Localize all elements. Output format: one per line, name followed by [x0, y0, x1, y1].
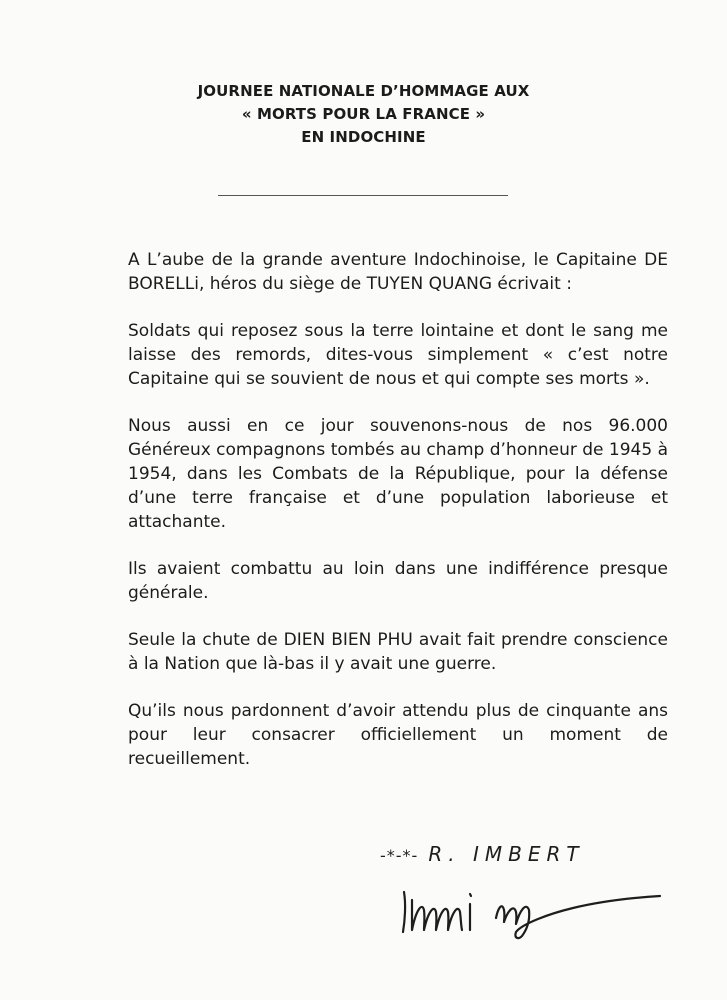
heading-line-3: EN INDOCHINE	[301, 128, 426, 146]
signature-prefix: -*-*-	[380, 846, 419, 865]
paragraph-1: A L’aube de la grande aventure Indochinoise, le Capitaine DE BORELLi, héros du siège de TUYEN QUANG écrivait :	[128, 250, 668, 294]
paragraph-3: Nous aussi en ce jour souvenons-nous de nos 96.000 Généreux compagnons tombés au champ d’honneur de 1945 à 1954, dans les Combats de la République, pour la défense d’une terre française et d’une population laborieuse et attachante.	[128, 416, 669, 532]
paragraph-5: Seule la chute de DIEN BIEN PHU avait fait prendre conscience à la Nation que là-bas il y avait une guerre.	[128, 630, 668, 674]
document-body	[128, 248, 668, 794]
heading-divider	[218, 195, 508, 196]
paragraph-4: Ils avaient combattu au loin dans une indifférence presque générale.	[128, 559, 668, 603]
signature-name	[380, 842, 585, 866]
signature-name-text: R. IMBERT	[428, 842, 585, 866]
paragraph-6: Qu’ils nous pardonnent d’avoir attendu plus de cinquante ans pour leur consacrer officiellement un moment de recueillement.	[128, 701, 668, 769]
handwritten-signature	[398, 880, 678, 940]
heading-line-2: « MORTS POUR LA FRANCE »	[241, 105, 486, 123]
paragraph-2: Soldats qui reposez sous la terre lointaine et dont le sang me laisse des remords, dites-vous simplement « c’est notre Capitaine qui se souvient de nous et qui compte ses morts ».	[128, 321, 668, 389]
heading-line-1: JOURNEE NATIONALE D’HOMMAGE AUX	[197, 82, 530, 100]
document-heading	[0, 80, 727, 149]
